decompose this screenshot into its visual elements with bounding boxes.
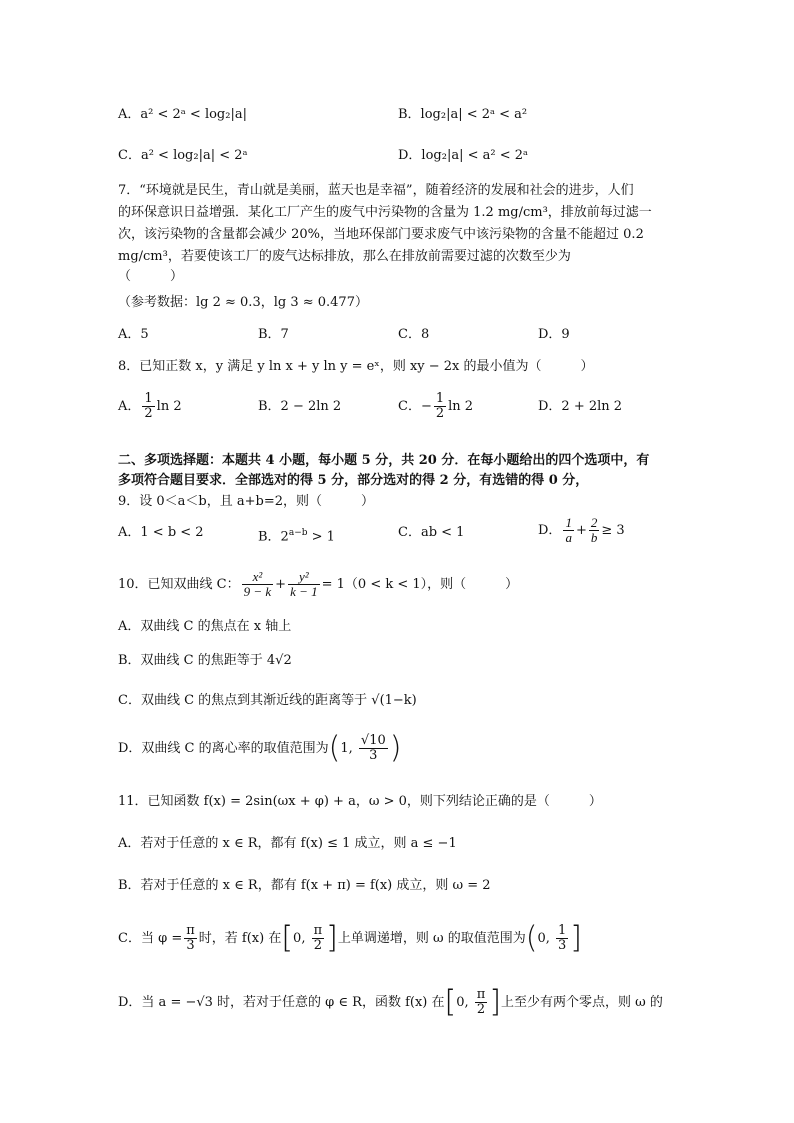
section2-heading-line1: 二、多项选择题：本题共 4 小题，每小题 5 分，共 20 分．在每小题给出的四个选项中，有 — [118, 453, 650, 468]
q10-option-c: C．双曲线 C 的焦点到其渐近线的距离等于 √(1−k) — [118, 693, 417, 708]
q7-stem-line3: 次，该污染物的含量都会减少 20%，当地环保部门要求废气中该污染物的含量不能超过 0.2 — [118, 227, 644, 242]
q6-option-b: B．log₂|a| < 2ᵃ < a² — [398, 107, 528, 122]
q10-stem: 10．已知双曲线 C： $\frac{\text{x²}}{9 - k}$ + $\frac{\text{y²}}{k - 1}$ = 1（0 < k < 1），则（ ） — [118, 569, 519, 599]
q9-option-d: D． $\frac{1}{a}$ + $\frac{2}{b}$ ≥ 3 — [538, 515, 625, 545]
q8-option-c: C．− $\frac{1}{2}$ ln 2 — [398, 391, 474, 421]
q10-option-a: A．双曲线 C 的焦点在 x 轴上 — [118, 619, 292, 634]
q8-stem: 8．已知正数 x，y 满足 y ln x + y ln y = eˣ，则 xy − 2x 的最小值为（ ） — [118, 359, 594, 374]
q8-a-label: A． — [118, 399, 141, 414]
q11-stem: 11．已知函数 f(x) = 2sin(ωx + φ) + a，ω > 0，则下列结论正确的是（ ） — [118, 794, 602, 809]
q11-option-a: A．若对于任意的 x ∈ R，都有 f(x) ≤ 1 成立，则 a ≤ −1 — [118, 836, 457, 851]
q8-option-b: B．2 − 2ln 2 — [258, 399, 342, 414]
q7-reference-data: （参考数据：lg 2 ≈ 0.3，lg 3 ≈ 0.477） — [118, 295, 368, 310]
q11-option-d: D．当 a = −√3 时，若对于任意的 φ ∈ R，函数 f(x) 在[0, $\frac{\pi}{2}$ ]上至少有两个零点，则 ω 的 — [118, 984, 663, 1020]
q7-option-c: C．8 — [398, 327, 430, 342]
q7-stem-line5: （ ） — [118, 269, 184, 284]
q8-a-fraction: $\frac{1}{2}$ — [144, 391, 153, 421]
q7-stem-line4: mg/cm³，若要使该工厂的废气达标排放，那么在排放前需要过滤的次数至少为 — [118, 249, 571, 264]
q9-option-b: B．$2^{a-b} > 1$ — [258, 528, 335, 545]
q6-option-a: A．a² < 2ᵃ < log₂|a| — [118, 107, 247, 122]
q9-option-c: C．ab < 1 — [398, 525, 465, 540]
q8-option-a: A． $\frac{1}{2}$ ln 2 — [118, 391, 182, 421]
q8-option-d: D．2 + 2ln 2 — [538, 399, 623, 414]
q8-c-label: C．− — [398, 399, 432, 414]
section2-heading-line2: 多项符合题目要求．全部选对的得 5 分，部分选对的得 2 分，有选错的得 0 分， — [118, 473, 589, 488]
q7-option-a: A．5 — [118, 327, 149, 342]
q9-stem: 9．设 0＜a＜b，且 a+b=2，则（ ） — [118, 494, 375, 509]
q7-stem-line2: 的环保意识日益增强．某化工厂产生的废气中污染物的含量为 1.2 mg/cm³，排放前每过滤一 — [118, 205, 652, 220]
q7-stem-line1: 7．“环境就是民生，青山就是美丽，蓝天也是幸福”，随着经济的发展和社会的进步，人们 — [118, 183, 634, 198]
q8-c-fraction: $\frac{1}{2}$ — [435, 391, 445, 421]
q10-option-d: D．双曲线 C 的离心率的取值范围为(1, $\frac{√10}{3}$ ) — [118, 730, 402, 766]
q9-option-a: A．1 < b < 2 — [118, 525, 204, 540]
q10-option-b: B．双曲线 C 的焦距等于 4√2 — [118, 653, 292, 668]
q11-option-b: B．若对于任意的 x ∈ R，都有 f(x + π) = f(x) 成立，则 ω = 2 — [118, 878, 491, 893]
q6-option-d: D．log₂|a| < a² < 2ᵃ — [398, 148, 529, 163]
q11-option-c: C．当 φ = $\frac{\pi}{3}$ 时，若 f(x) 在[0, $\frac{\pi}{2}$ ]上单调递增，则 ω 的取值范围为(0, $\frac{1}{3}$ ] — [118, 920, 582, 956]
q6-option-c: C．a² < log₂|a| < 2ᵃ — [118, 148, 248, 163]
q7-option-b: B．7 — [258, 327, 289, 342]
q7-option-d: D．9 — [538, 327, 570, 342]
